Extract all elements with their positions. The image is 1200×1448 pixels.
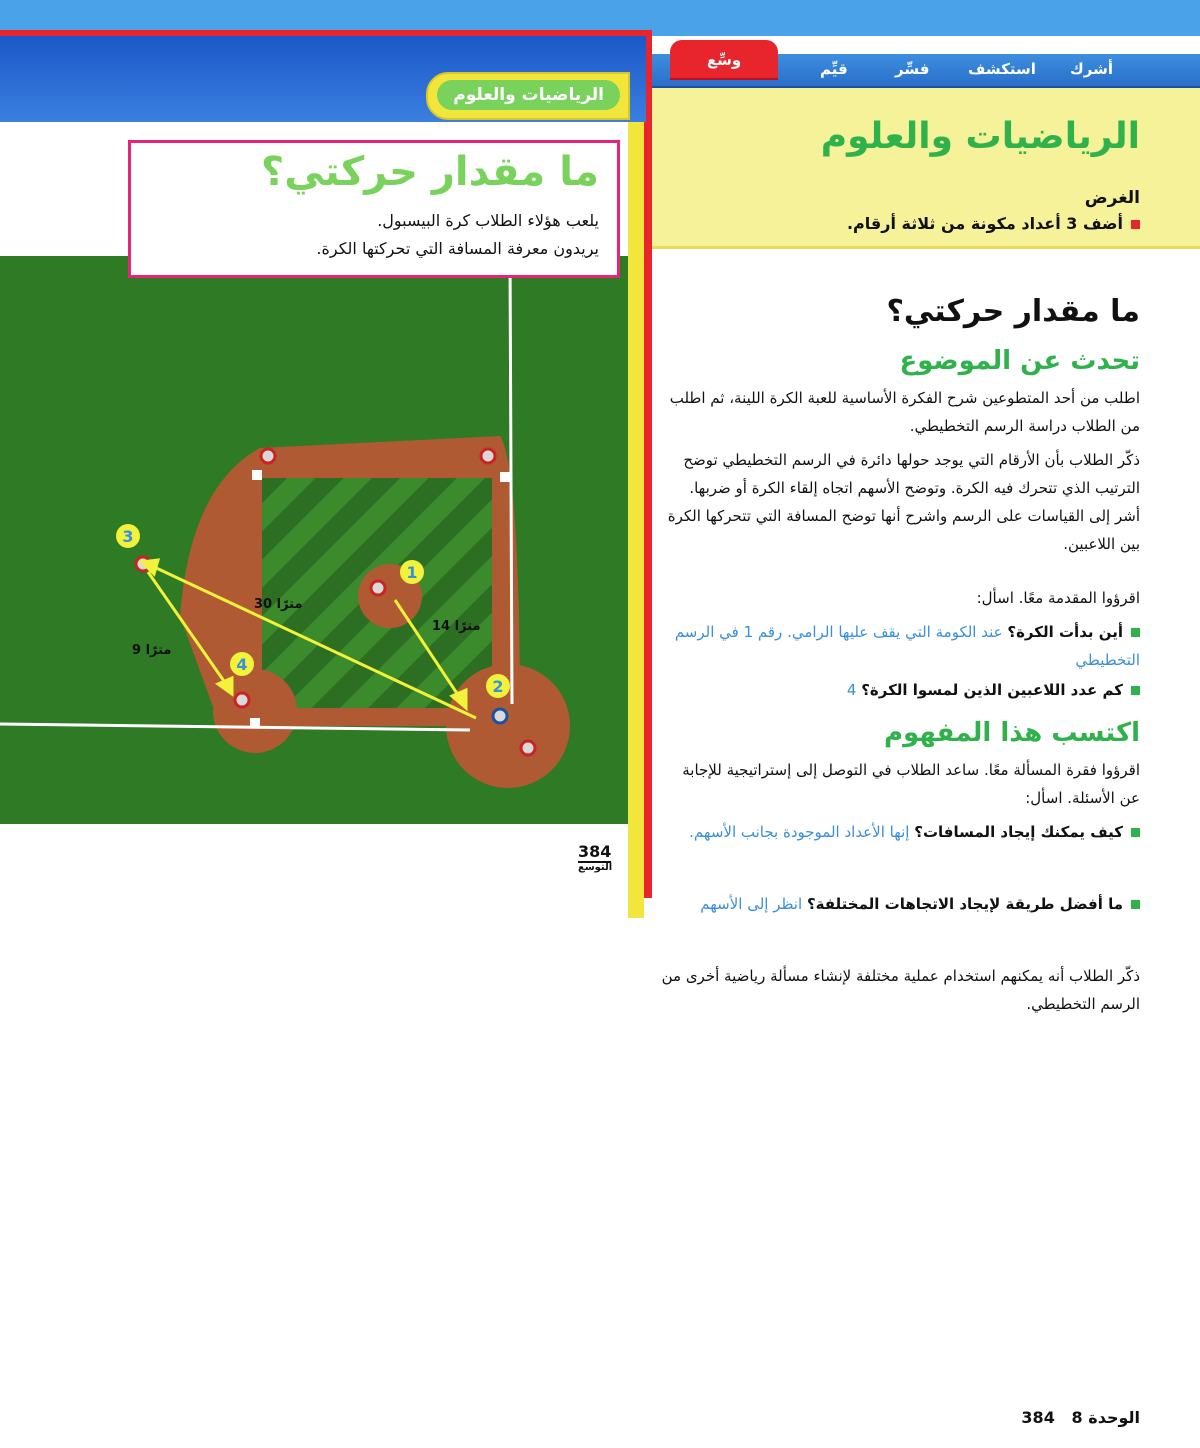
bullet-icon — [1131, 900, 1140, 909]
unit-label: الوحدة 8 — [1071, 1408, 1140, 1427]
tab-engage[interactable]: أشرك — [1070, 60, 1113, 78]
third-base — [250, 718, 260, 728]
spread-title-box — [128, 140, 620, 278]
answer-1: عند الكومة التي يقف عليها الرامي. رقم 1 في الرسم التخطيطي — [674, 623, 1140, 669]
player — [261, 449, 275, 463]
baseball-field — [0, 256, 628, 824]
step-label-2: 2 — [492, 677, 504, 696]
tab-explain[interactable]: فسِّر — [895, 60, 930, 78]
spread-page-sub: التوسع — [578, 862, 613, 873]
question-3: كيف يمكنك إيجاد المسافات؟ إنها الأعداد الموجودة بجانب الأسهم. — [660, 818, 1140, 846]
tab-extend[interactable]: وسِّع — [670, 40, 778, 80]
purpose-label: الغرض — [1084, 188, 1140, 208]
spread-line-2: يريدون معرفة المسافة التي تحركتها الكرة. — [316, 239, 599, 258]
tab-explore[interactable]: استكشف — [968, 60, 1036, 78]
paragraph-3: اقرؤوا المقدمة معًا. اسأل: — [976, 589, 1140, 607]
spread-title: ما مقدار حركتي؟ — [260, 149, 599, 195]
page-number: 384 — [1021, 1408, 1055, 1427]
answer-3: إنها الأعداد الموجودة بجانب الأسهم. — [689, 823, 910, 841]
player — [481, 449, 495, 463]
bullet-icon — [1131, 628, 1140, 637]
section-title: الرياضيات والعلوم — [820, 116, 1140, 157]
first-base-line — [510, 256, 512, 704]
spread-page-number: 384 — [578, 842, 612, 861]
distance-14: 14 مترًا — [432, 619, 481, 634]
answer-4: انظر إلى الأسهم — [700, 895, 803, 913]
field-diagram — [0, 256, 628, 824]
distance-30: 30 مترًا — [254, 597, 303, 612]
spread-tag-label: الرياضيات والعلوم — [437, 80, 620, 110]
question-1: أين بدأت الكرة؟ عند الكومة التي يقف عليها الرامي. رقم 1 في الرسم التخطيطي — [674, 623, 1140, 669]
distance-9: 9 مترًا — [132, 643, 172, 658]
spread-line-1: يلعب هؤلاء الطلاب كرة البيسبول. — [377, 211, 599, 230]
talk-heading: تحدث عن الموضوع — [899, 346, 1140, 376]
purpose-box — [652, 88, 1200, 249]
lesson-nav — [650, 51, 1200, 88]
paragraph-2: ذكّر الطلاب بأن الأرقام التي يوجد حولها دائرة في الرسم التخطيطي توضح الترتيب الذي تتحرك فيه الكرة. وتوضح الأسهم اتجاه إلقاء الكرة أو ضربها. أشر إلى القياسات على الرسم واشرح أنها توضح المسافة التي تتحركها الكرة بين اللاعبين. — [667, 451, 1140, 553]
main-heading: ما مقدار حركتي؟ — [886, 294, 1140, 329]
third-baseman — [235, 693, 249, 707]
purpose-item: أضف 3 أعداد مكونة من ثلاثة أرقام. — [847, 214, 1140, 233]
spread-tag — [426, 72, 630, 120]
paragraph-5: ذكّر الطلاب أنه يمكنهم استخدام عملية مختلفة لإنشاء مسألة رياضية أخرى من الرسم التخطيطي. — [661, 967, 1140, 1013]
bullet-icon — [1131, 828, 1140, 837]
first-base — [500, 472, 510, 482]
question-2: كم عدد اللاعبين الذين لمسوا الكرة؟ 4 — [660, 676, 1140, 704]
pitcher — [371, 581, 385, 595]
paragraph-1: اطلب من أحد المتطوعين شرح الفكرة الأساسية للعبة الكرة اللينة، ثم اطلب من الطلاب دراسة الرسم التخطيطي. — [669, 389, 1140, 435]
tab-evaluate[interactable]: قيِّم — [820, 60, 848, 78]
concept-heading: اكتسب هذا المفهوم — [883, 718, 1140, 748]
second-base — [252, 470, 262, 480]
page-footer — [1021, 1408, 1140, 1427]
answer-2: 4 — [846, 681, 857, 699]
question-4: ما أفضل طريقة لإيجاد الاتجاهات المختلفة؟ انظر إلى الأسهم — [660, 890, 1140, 918]
batter — [493, 709, 507, 723]
page-edge — [628, 122, 644, 918]
step-label-3: 3 — [122, 527, 134, 546]
bullet-icon — [1131, 220, 1140, 229]
catcher — [521, 741, 535, 755]
bullet-icon — [1131, 686, 1140, 695]
step-label-1: 1 — [406, 563, 418, 582]
paragraph-4: اقرؤوا فقرة المسألة معًا. ساعد الطلاب في التوصل إلى إستراتيجية للإجابة عن الأسئلة. اسأل: — [682, 761, 1140, 807]
step-label-4: 4 — [236, 655, 248, 674]
